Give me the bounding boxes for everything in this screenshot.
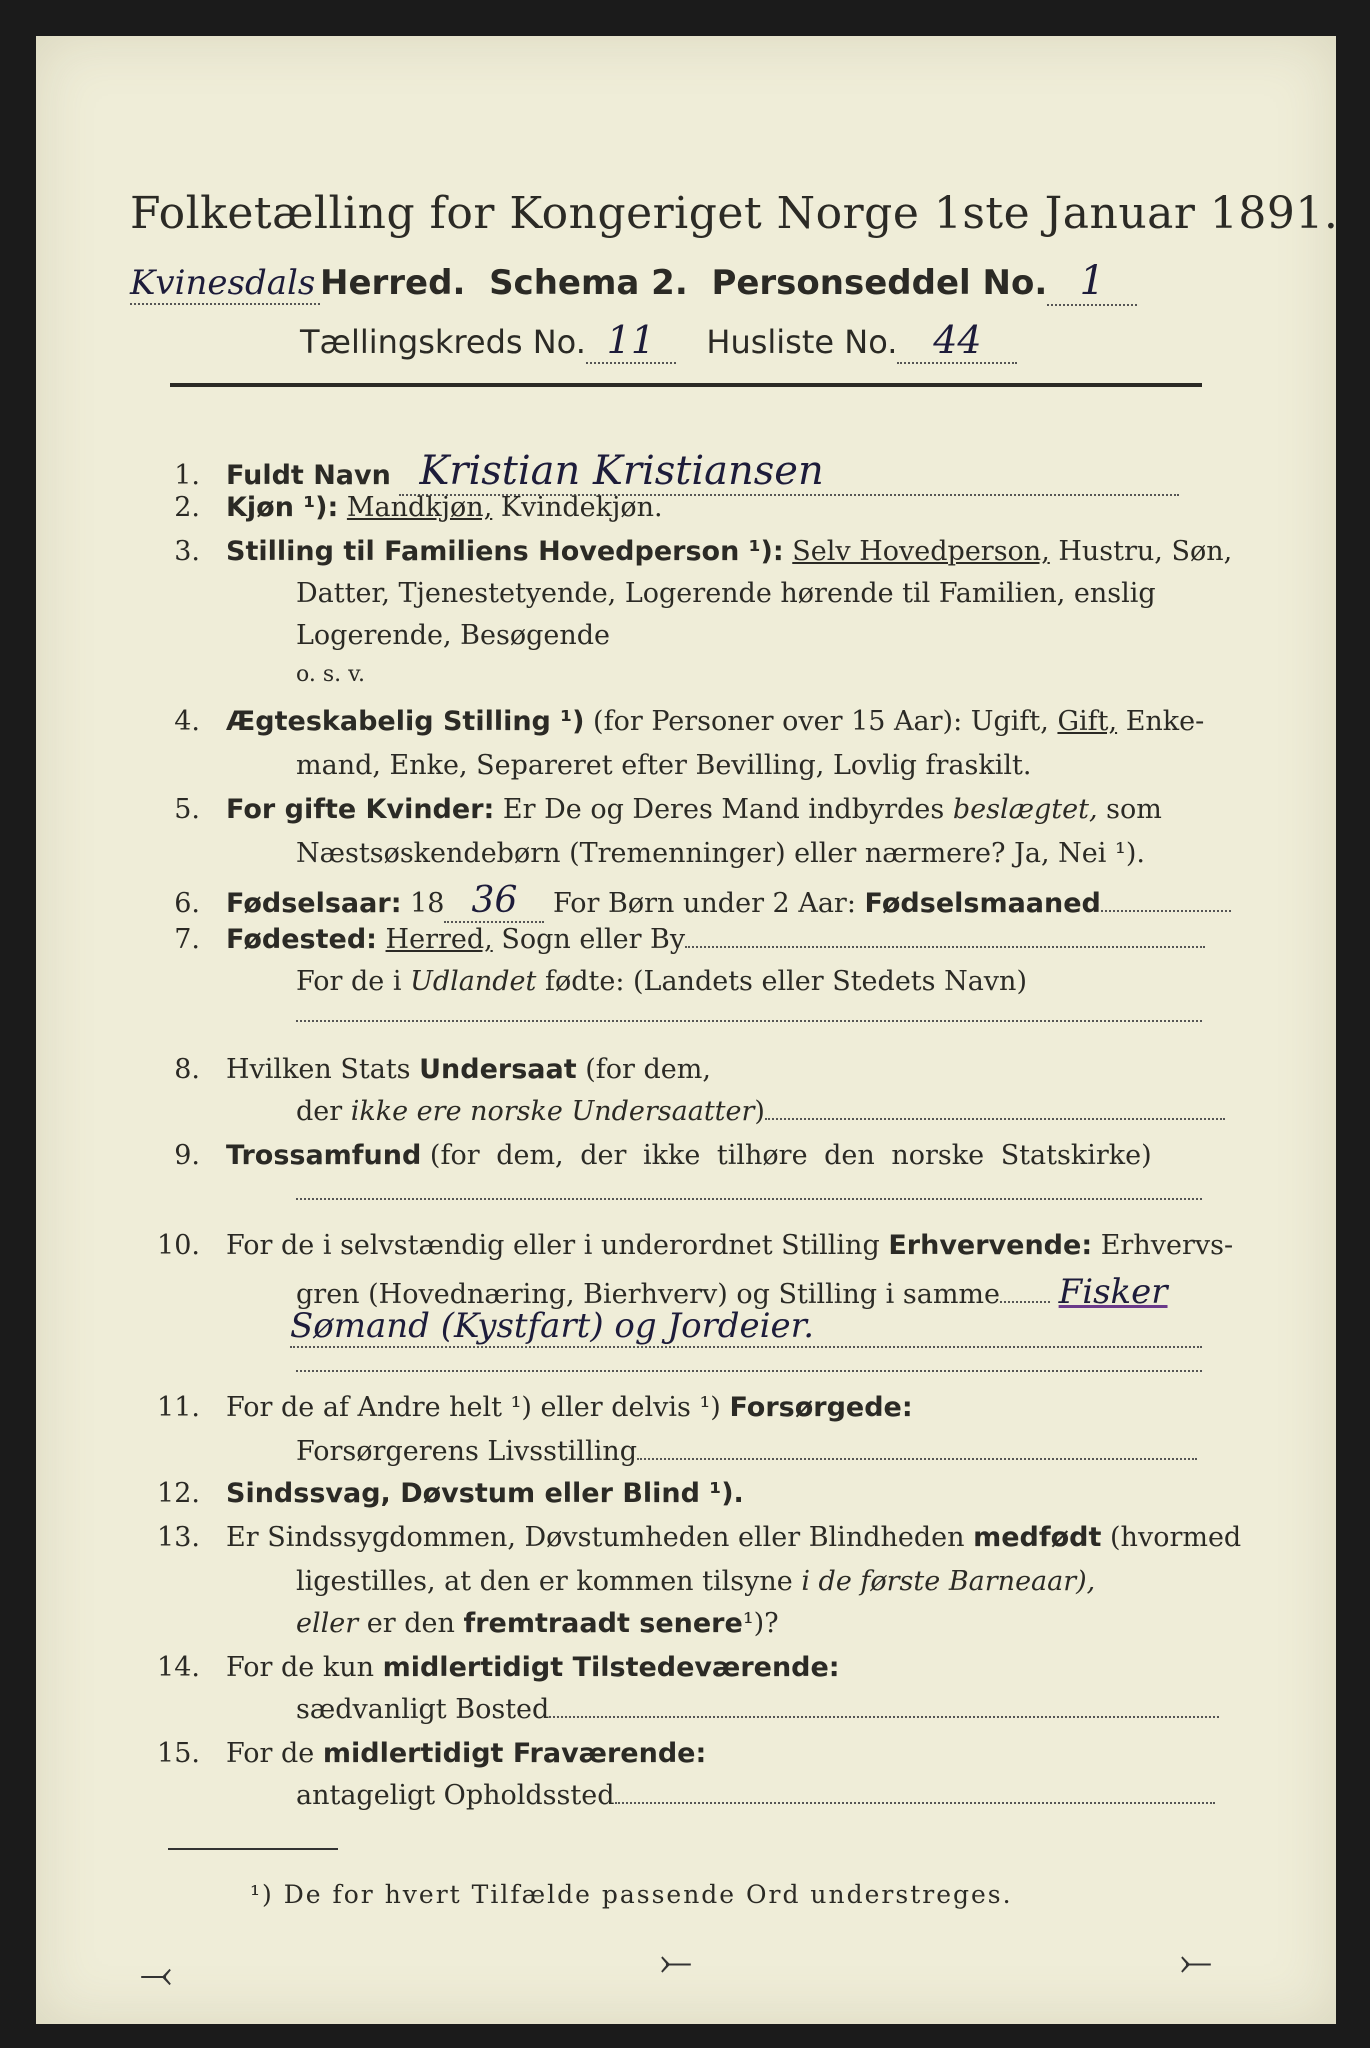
field-3-options: Hustru, Søn, — [1058, 536, 1233, 567]
field-14-label: midlertidigt Tilstedeværende: — [382, 1652, 840, 1683]
birth-month-dots — [1101, 890, 1231, 912]
form-title: Folketælling for Kongeriget Norge 1ste Januar 1891. — [130, 188, 1339, 239]
field-14-line-2 — [296, 1694, 1219, 1725]
field-13-line-3 — [296, 1608, 779, 1639]
field-14-line-2-text: sædvanligt Bosted — [296, 1694, 550, 1725]
field-6-number: 6. — [174, 888, 200, 919]
field-8-line-2-a: der — [296, 1096, 343, 1127]
field-13-number: 13. — [157, 1522, 200, 1553]
marital-selected: Gift, — [1057, 706, 1118, 737]
field-10 — [140, 1230, 1233, 1261]
field-7 — [140, 924, 1205, 955]
footnote-rule — [168, 1848, 338, 1850]
field-10-text-end: Erhvervs- — [1100, 1230, 1234, 1261]
birth-month-label: Fødselsmaaned — [864, 888, 1101, 919]
field-13-line-3-a: er den — [366, 1608, 455, 1639]
field-11-line-2 — [296, 1436, 1197, 1467]
field-3-line-3: Logerende, Besøgende — [296, 620, 610, 651]
field-1 — [140, 448, 1179, 496]
field-7-blank-line — [296, 1018, 1202, 1022]
field-8-text: Hvilken Stats — [226, 1054, 411, 1085]
field-2 — [140, 492, 663, 523]
field-4-text: (for Personer over 15 Aar): Ugift, — [593, 706, 1049, 737]
field-6 — [140, 880, 1231, 923]
field-13-text-end: (hvormed — [1110, 1522, 1242, 1553]
field-3 — [140, 536, 1232, 567]
field-9-label: Trossamfund — [226, 1140, 422, 1171]
field-7-line-2-italic: Udlandet — [410, 966, 537, 997]
husliste-label: Husliste No. — [706, 323, 898, 361]
field-7-line-2-b: fødte: (Landets eller Stedets Navn) — [544, 966, 1027, 997]
field-6-label: Fødselsaar: — [226, 888, 402, 919]
field-7-number: 7. — [174, 924, 200, 955]
field-10-blank-line — [296, 1368, 1202, 1372]
birth-year-value: 36 — [444, 880, 544, 923]
field-14-dots — [549, 1696, 1219, 1718]
field-11-number: 11. — [157, 1392, 200, 1423]
field-10-dots — [1000, 1281, 1050, 1303]
field-5-text-end: som — [1106, 794, 1162, 825]
birth-year-prefix: 18 — [410, 888, 445, 919]
field-10-label: Erhvervende: — [888, 1230, 1093, 1261]
kreds-label: Tællingskreds No. — [300, 323, 586, 361]
registration-mark-center-icon: ⤚ — [660, 1939, 692, 1984]
field-8-dots — [765, 1098, 1225, 1120]
gender-option-male: Mandkjøn, — [346, 492, 493, 523]
field-5-italic: beslægtet, — [952, 794, 1098, 825]
header-line-herred — [130, 258, 1137, 306]
field-5-text: Er De og Deres Mand indbyrdes — [502, 794, 945, 825]
field-9-blank-line — [296, 1196, 1202, 1200]
field-15-line-2-text: antageligt Opholdssted — [296, 1780, 615, 1811]
field-8-text-end: (for dem, — [585, 1054, 711, 1085]
field-7-dots — [685, 926, 1205, 948]
registration-mark-left-icon: ⤙ — [140, 1951, 172, 1996]
field-13-line-3-c: ¹)? — [742, 1608, 779, 1639]
field-15-label: midlertidigt Fraværende: — [322, 1738, 707, 1769]
field-12 — [140, 1478, 744, 1509]
personseddel-label: Personseddel No. — [711, 263, 1048, 303]
field-11-line-2-text: Forsørgerens Livsstilling — [296, 1436, 638, 1467]
field-7-line-2-a: For de i — [296, 966, 402, 997]
field-7-label: Fødested: — [226, 924, 377, 955]
husliste-value: 44 — [897, 318, 1017, 364]
field-9 — [140, 1140, 1152, 1171]
schema-label: Schema 2. — [489, 263, 688, 303]
field-7-line-2 — [296, 966, 1027, 997]
field-8-label: Undersaat — [419, 1054, 577, 1085]
field-3-label: Stilling til Familiens Hovedperson ¹): — [226, 536, 784, 567]
field-5 — [140, 794, 1162, 825]
field-11-text: For de af Andre helt ¹) eller delvis ¹) — [226, 1392, 721, 1423]
field-12-label: Sindssvag, Døvstum eller Blind ¹). — [226, 1478, 744, 1509]
field-13-line-3-italic: eller — [296, 1608, 359, 1639]
field-13-label: medfødt — [973, 1522, 1102, 1553]
position-selected: Selv Hovedperson, — [792, 536, 1050, 567]
field-8-line-2: der ikke ere norske Undersaatter) — [296, 1096, 1225, 1127]
field-1-label: Fuldt Navn — [226, 460, 391, 491]
field-1-number: 1. — [174, 460, 200, 491]
field-15-line-2 — [296, 1780, 1215, 1811]
field-13-line-2 — [296, 1566, 1095, 1597]
header-rule — [170, 383, 1202, 387]
field-10-line-2-text: gren (Hovednæring, Bierhverv) og Stilling i samme — [296, 1279, 1001, 1310]
field-13-line-2-italic: i de første Barneaar), — [801, 1566, 1096, 1597]
field-11 — [140, 1392, 913, 1423]
field-10-number: 10. — [157, 1230, 200, 1261]
field-5-label: For gifte Kvinder: — [226, 794, 495, 825]
field-15 — [140, 1738, 706, 1769]
field-14 — [140, 1652, 840, 1683]
herred-label: Herred. — [320, 263, 466, 303]
full-name-value: Kristian Kristiansen — [399, 448, 1179, 496]
field-3-line-4: o. s. v. — [296, 662, 365, 687]
birthplace-selected: Herred, — [385, 924, 493, 955]
field-9-text: (for dem, der ikke tilhøre den norske Statskirke) — [429, 1140, 1152, 1171]
field-14-text: For de kun — [226, 1652, 374, 1683]
field-2-number: 2. — [174, 492, 200, 523]
field-4 — [140, 706, 1204, 737]
gender-option-female: Kvindekjøn. — [500, 492, 663, 523]
field-13 — [140, 1522, 1241, 1553]
registration-mark-right-icon: ⤚ — [1180, 1939, 1212, 1984]
field-8-line-2-italic: ikke ere norske Undersaatter — [350, 1096, 755, 1127]
occupation-value: Fisker — [1058, 1272, 1168, 1312]
field-12-number: 12. — [157, 1478, 200, 1509]
field-10-text: For de i selvstændig eller i underordnet Stilling — [226, 1230, 880, 1261]
personseddel-value: 1 — [1047, 258, 1137, 306]
occupation-value-line-2: Sømand (Kystfart) og Jordeier. — [290, 1306, 1202, 1348]
field-5-number: 5. — [174, 794, 200, 825]
field-5-line-2: Næstsøskendebørn (Tremenninger) eller nærmere? Ja, Nei ¹). — [296, 838, 1145, 869]
field-8 — [140, 1054, 711, 1085]
field-9-number: 9. — [174, 1140, 200, 1171]
field-15-dots — [615, 1782, 1215, 1804]
field-15-number: 15. — [157, 1738, 200, 1769]
field-2-label: Kjøn ¹): — [226, 492, 339, 523]
field-15-text: For de — [226, 1738, 315, 1769]
field-13-text: Er Sindssygdommen, Døvstumheden eller Blindheden — [226, 1522, 965, 1553]
footnote: ¹) De for hvert Tilfælde passende Ord understreges. — [250, 1880, 1013, 1909]
field-13-line-3-bold: fremtraadt senere — [463, 1608, 743, 1639]
field-8-number: 8. — [174, 1054, 200, 1085]
field-3-line-2: Datter, Tjenestetyende, Logerende hørende til Familien, enslig — [296, 578, 1156, 609]
kreds-value: 11 — [586, 318, 676, 364]
field-14-number: 14. — [157, 1652, 200, 1683]
field-4-text-end: Enke- — [1125, 706, 1205, 737]
field-11-label: Forsørgede: — [729, 1392, 913, 1423]
field-11-dots — [637, 1438, 1197, 1460]
header-line-kreds — [300, 318, 1017, 364]
field-4-number: 4. — [174, 706, 200, 737]
field-13-line-2-a: ligestilles, at den er kommen tilsyne — [296, 1566, 793, 1597]
field-4-label: Ægteskabelig Stilling ¹) — [226, 706, 585, 737]
field-7-text: Sogn eller By — [501, 924, 686, 955]
herred-value: Kvinesdals — [130, 263, 320, 305]
field-4-line-2: mand, Enke, Separeret efter Bevilling, Lovlig fraskilt. — [296, 750, 1032, 781]
field-6-text: For Børn under 2 Aar: — [553, 888, 856, 919]
field-3-number: 3. — [174, 536, 200, 567]
